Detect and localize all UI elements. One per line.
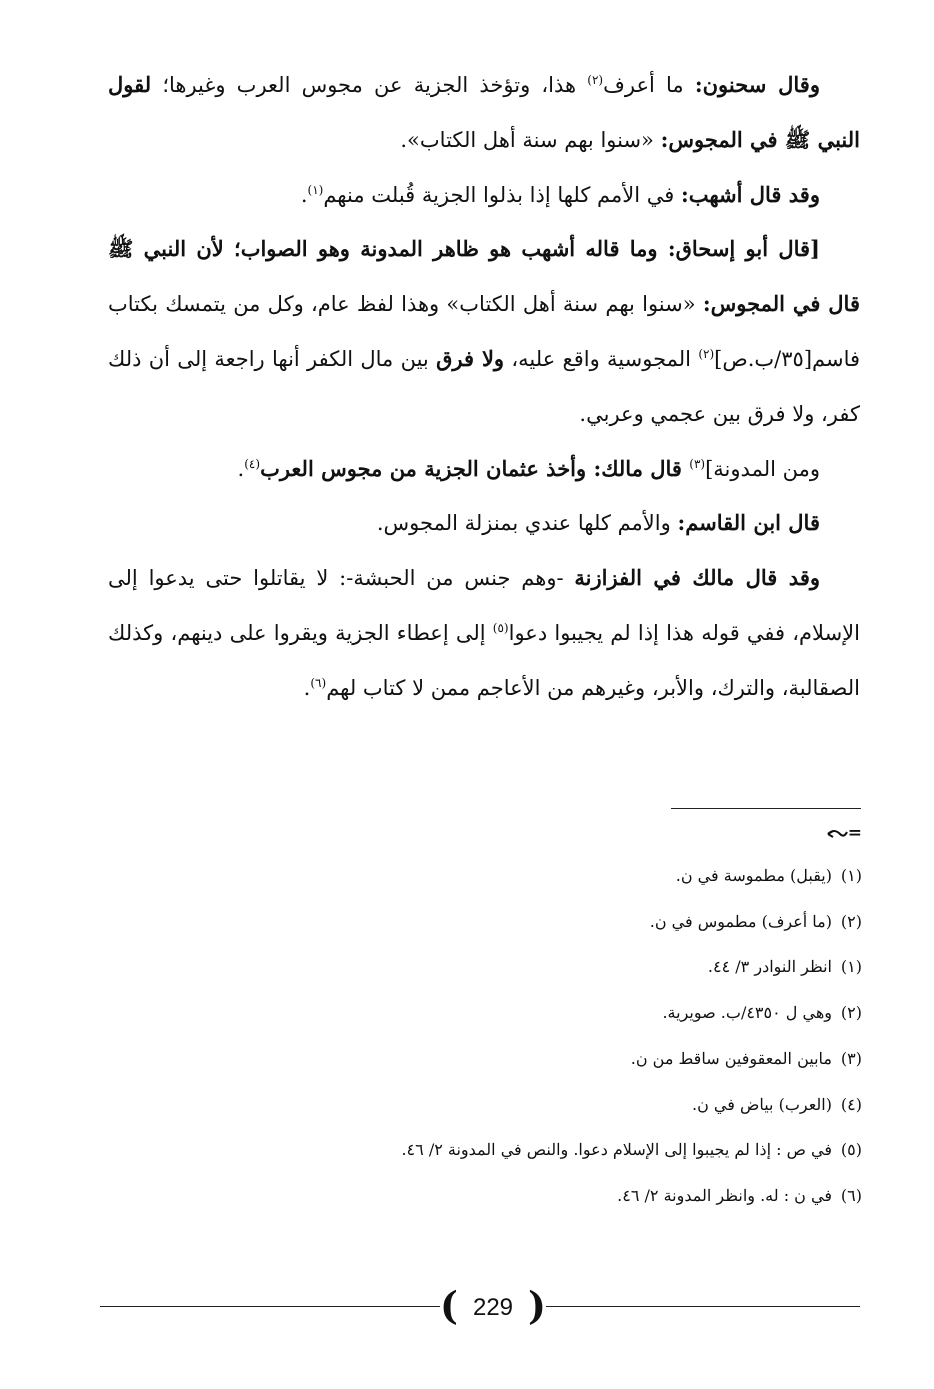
main-text — [108, 58, 860, 716]
footer-rule-right — [546, 1306, 860, 1307]
footnote-ref: (٢) — [698, 346, 715, 361]
page-number: 229 — [472, 1294, 514, 1321]
footnote-number: (٢) — [840, 1003, 862, 1023]
footnote-ref: (٣) — [689, 456, 706, 471]
footnote-ref: (٢) — [587, 73, 604, 87]
paragraph-2 — [108, 168, 860, 223]
paragraph-3 — [108, 222, 860, 441]
bold-run: لقول النبي ﷺ في المجوس: — [108, 72, 860, 152]
page-number-frame — [440, 1283, 546, 1330]
paragraph-1 — [108, 58, 860, 168]
footnote-item — [300, 1082, 862, 1128]
text-run: . — [300, 182, 308, 207]
text-run: . — [237, 456, 245, 481]
footnote-text: في ن : له. وانظر المدونة ٢/ ٤٦. — [617, 1185, 832, 1205]
bold-run: ولا فرق — [436, 345, 505, 371]
footnotes-list — [300, 853, 862, 1219]
text-run: ما أعرف — [603, 73, 695, 97]
text-run: -وهم جنس من الحبشة-: لا يقاتلوا حتى يدعوا إلى الإسلام، ففي قوله هذا إذا لم يجيبوا دعوا — [108, 566, 860, 645]
footnote-item — [300, 1173, 862, 1219]
footnote-number: (٥) — [840, 1140, 862, 1160]
text-run: ومن المدونة] — [705, 456, 820, 481]
footnote-text: (العرب) بياض في ن. — [692, 1094, 832, 1114]
footnote-text: وهي ل ٤٣٥٠/ب. صويرية. — [662, 1003, 832, 1023]
bracket-right: ) — [528, 1283, 546, 1328]
footnote-item — [300, 899, 862, 945]
bracket-left: ( — [440, 1283, 458, 1328]
footnote-continuation-marker — [812, 822, 862, 844]
footnote-number: (٣) — [840, 1048, 862, 1068]
footnote-number: (١) — [840, 957, 862, 977]
footnote-text: مابين المعقوفين ساقط من ن. — [630, 1048, 832, 1068]
footnote-item — [300, 1036, 862, 1082]
text-run: والأمم كلها عندي بمنزلة المجوس. — [376, 511, 678, 536]
text-run: هذا، وتؤخذ الجزية عن مجوس العرب وغيرها؛ — [151, 73, 588, 97]
text-run: . — [303, 675, 311, 700]
continuation-arrow-icon — [826, 828, 848, 840]
paragraph-4 — [108, 442, 860, 497]
speaker-label: قال ابن القاسم: — [677, 510, 820, 536]
footnote-ref: (١) — [307, 182, 324, 197]
text-run: «سنوا بهم سنة أهل الكتاب» وهذا لفظ عام، وكل من يتمسك بكتاب فاسم[٣٥/ب.ص] — [108, 292, 861, 371]
footnote-number: (٤) — [840, 1094, 862, 1114]
footnote-ref: (٥) — [492, 620, 509, 635]
footnote-text: في ص : إذا لم يجيبوا إلى الإسلام دعوا. والنص في المدونة ٢/ ٤٦. — [401, 1140, 832, 1160]
footnote-item — [300, 853, 862, 899]
paragraph-5 — [108, 496, 860, 551]
footnote-text: انظر النوادر ٣/ ٤٤. — [707, 957, 832, 977]
paragraph-6 — [108, 551, 860, 715]
footnote-item — [300, 990, 862, 1036]
footnote-divider — [671, 808, 861, 809]
footnote-number: (١) — [840, 866, 862, 885]
footnote-ref: (٦) — [310, 675, 327, 690]
quote-run: «سنوا بهم سنة أهل الكتاب». — [400, 127, 661, 152]
footnote-item — [300, 944, 862, 990]
speaker-label: وقد قال أشهب: — [680, 181, 820, 207]
bold-run: [قال أبو إسحاق: وما قاله أشهب هو ظاهر المدونة وهو الصواب؛ لأن النبي ﷺ قال في المجوس: — [108, 236, 860, 317]
equals-mark: = — [847, 823, 862, 843]
text-run: بين مال الكفر أنها راجعة إلى أن ذلك كفر، ولا فرق بين عجمي وعربي. — [108, 346, 860, 426]
text-run: المجوسية واقع عليه، — [504, 346, 699, 371]
footnote-number: (٢) — [840, 911, 862, 931]
footer-rule-left — [100, 1306, 440, 1307]
footnote-item — [300, 1127, 862, 1173]
footnote-text: (ما أعرف) مطموس في ن. — [649, 911, 832, 931]
footnote-ref: (٤) — [244, 456, 261, 471]
text-run: في الأمم كلها إذا بذلوا الجزية قُبلت منهم — [323, 182, 681, 207]
speaker-label: وقال سحنون: — [694, 72, 820, 97]
footnote-text: (يقبل) مطموسة في ن. — [675, 866, 832, 885]
bold-run: وقد قال مالك في الفزازنة — [574, 565, 820, 591]
bold-run: قال مالك: وأخذ عثمان الجزية من مجوس العرب — [260, 455, 690, 481]
footnote-number: (٦) — [840, 1185, 862, 1205]
text-run: إلى إعطاء الجزية ويقروا على دينهم، وكذلك الصقالبة، والترك، والأبر، وغيرهم من الأعاجم ممن لا كتاب لهم — [108, 620, 860, 700]
